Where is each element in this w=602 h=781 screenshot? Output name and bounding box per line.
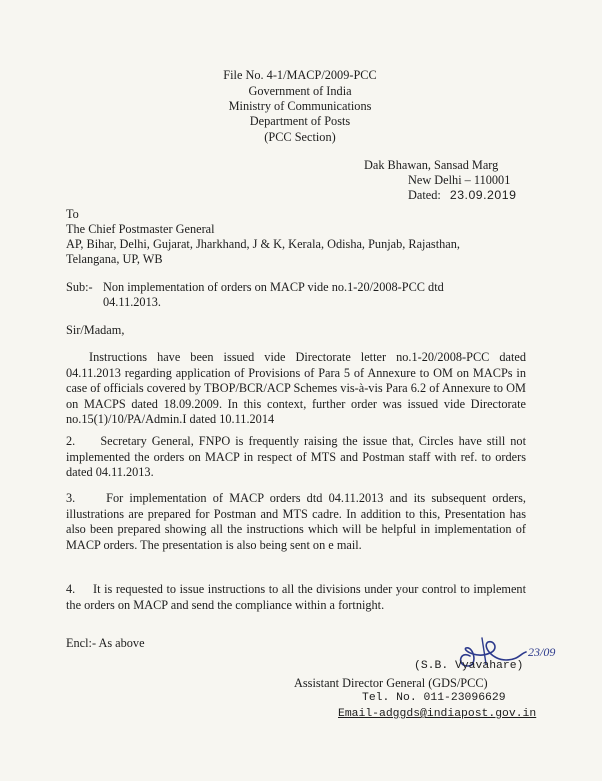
paragraph-1: Instructions have been issued vide Directorate letter no.1-20/2008-PCC dated 04.11.2013 regarding application of Provisions of Para 5 of Annexure to OM on MACPs in case of officials covered by TBOP/BCR/ACP Schemes vis-à-vis Para 6.2 of Annexure to OM on MACPS dated 18.09.2009. In this context, further order was issued vide Directorate no.15(1)/10/PA/Admin.I dated 10.11.2014 (66, 350, 526, 427)
paragraph-2 (66, 434, 526, 481)
signature-date: 23/09 (528, 645, 556, 659)
recipient-circles-line2: Telangana, UP, WB (66, 252, 163, 266)
office-address-line1: Dak Bhawan, Sansad Marg (364, 158, 499, 172)
signatory-phone: Tel. No. 011-23096629 (362, 692, 506, 704)
office-address-line2: New Delhi – 110001 (408, 173, 511, 187)
paragraph-4 (66, 582, 526, 613)
paragraph-4-text: It is requested to issue instructions to all the divisions under your control to implement the orders on MACP and send the compliance within a fortnight. (66, 582, 526, 612)
subject-line2: 04.11.2013. (103, 295, 161, 309)
dated-value: 23.09.2019 (449, 188, 517, 202)
paragraph-2-text: Secretary General, FNPO is frequently raising the issue that, Circles have still not implemented the orders on MACP in respect of MTS and Postman staff with ref. to orders dated 04.11.2013. (66, 434, 526, 480)
subject-label: Sub:- (66, 280, 93, 294)
paragraph-3-number: 3. (66, 491, 76, 505)
signatory-designation-text: Assistant Director General (GDS/PCC) (294, 676, 488, 690)
paragraph-4-number: 4. (66, 582, 76, 596)
signatory-email[interactable]: Email-adggds@indiapost.gov.in (338, 708, 537, 720)
recipient-circles-line1: AP, Bihar, Delhi, Gujarat, Jharkhand, J & K, Kerala, Odisha, Punjab, Rajasthan, (66, 237, 460, 251)
to-label: To (66, 207, 79, 221)
enclosure-note: Encl:- As above (66, 636, 145, 650)
dated-line (408, 188, 516, 203)
paragraph-3-text: For implementation of MACP orders dtd 04.11.2013 and its subsequent orders, illustrations are prepared for Postman and MTS cadre. In addition to this, Presentation has also been prepared showing all the instructions which will be helpful in implementation of MACP orders. The presentation is also being sent on e mail. (66, 491, 526, 552)
signatory-name: (S.B. Vyavahare) (414, 660, 524, 672)
paragraph-3 (66, 491, 526, 553)
section-heading: (PCC Section) (264, 130, 336, 144)
dated-label: Dated: (408, 188, 441, 202)
department-heading: Department of Posts (249, 114, 351, 128)
ministry-heading: Ministry of Communications (228, 99, 372, 113)
subject-line1: Non implementation of orders on MACP vide no.1-20/2008-PCC dtd (103, 280, 444, 294)
signatory-designation (294, 676, 488, 691)
paragraph-2-number: 2. (66, 434, 76, 448)
recipient-title: The Chief Postmaster General (66, 222, 215, 236)
salutation: Sir/Madam, (66, 323, 125, 337)
government-heading: Government of India (248, 84, 352, 98)
file-number: File No. 4-1/MACP/2009-PCC (223, 68, 377, 82)
